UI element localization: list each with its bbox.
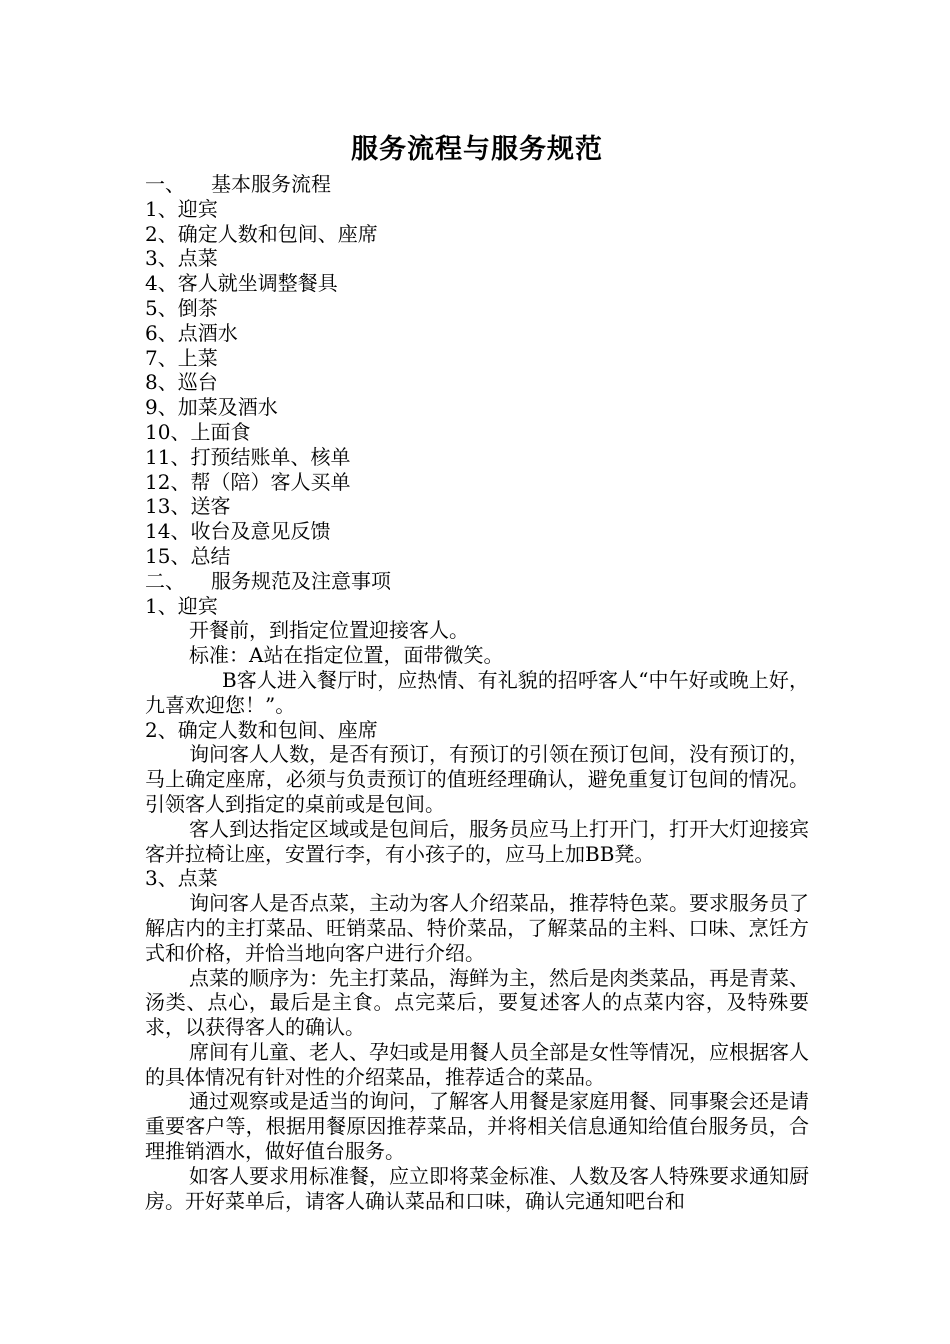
section-1-title: 基本服务流程 <box>211 172 331 196</box>
section-2-number: 二、 <box>145 568 185 593</box>
step-item: 10、上面食 <box>145 419 251 444</box>
step-item: 9、加菜及酒水 <box>145 395 278 420</box>
document-title: 服务流程与服务规范 <box>351 134 603 165</box>
step-item: 4、客人就坐调整餐具 <box>145 271 338 296</box>
section-2-title: 服务规范及注意事项 <box>211 568 391 593</box>
step-item: 5、倒茶 <box>145 295 218 320</box>
step-item: 8、巡台 <box>145 370 218 395</box>
paragraph: 询问客人是否点菜，主动为客人介绍菜品，推荐特色菜。要求服务员了解店内的主打菜品、旺销菜品、特价菜品，了解菜品的主料、口味、烹饪方式和价格，并恰当地向客户进行介绍。 <box>145 891 809 965</box>
paragraph: 席间有儿童、老人、孕妇或是用餐人员全部是女性等情况，应根据客人的具体情况有针对性的介绍菜品，推荐适合的菜品。 <box>145 1039 809 1089</box>
step-item: 7、上菜 <box>145 345 218 370</box>
step-item: 14、收台及意见反馈 <box>145 519 331 544</box>
step-item: 6、点酒水 <box>145 320 238 345</box>
section-1-number: 一、 <box>145 172 185 196</box>
step-item: 1、迎宾 <box>145 196 218 221</box>
subsection-seating-heading: 2、确定人数和包间、座席 <box>145 717 378 742</box>
paragraph: 通过观察或是适当的询问，了解客人用餐是家庭用餐、同事聚会还是请重要客户等，根据用餐原因推荐菜品，并将相关信息通知给值台服务员，合理推销酒水，做好值台服务。 <box>145 1089 809 1164</box>
step-item: 13、送客 <box>145 494 231 519</box>
document-page <box>145 130 809 1213</box>
step-item: 11、打预结账单、核单 <box>145 444 351 469</box>
paragraph: 客人到达指定区域或是包间后，服务员应马上打开门，打开大灯迎接宾客并拉椅让座，安置行李，有小孩子的，应马上加BB凳。 <box>145 816 809 866</box>
paragraph: 开餐前，到指定位置迎接客人。 <box>189 618 469 643</box>
paragraph: 点菜的顺序为：先主打菜品，海鲜为主，然后是肉类菜品，再是青菜、汤类、点心，最后是主食。点完菜后，要复述客人的点菜内容，及特殊要求，以获得客人的确认。 <box>145 965 809 1040</box>
paragraph: 如客人要求用标准餐，应立即将菜金标准、人数及客人特殊要求通知厨房。开好菜单后，请客人确认菜品和口味，确认完通知吧台和 <box>145 1163 809 1213</box>
section-1-heading <box>145 172 809 197</box>
subsection-ordering-heading: 3、点菜 <box>145 866 218 891</box>
step-item: 12、帮（陪）客人买单 <box>145 469 351 494</box>
subsection-welcome-heading: 1、迎宾 <box>145 593 218 618</box>
paragraph: B客人进入餐厅时，应热情、有礼貌的招呼客人“中午好或晚上好，九喜欢迎您！”。 <box>145 667 809 717</box>
paragraph: 询问客人人数，是否有预订，有预订的引领在预订包间，没有预订的，马上确定座席，必须与负责预订的值班经理确认，避免重复订包间的情况。引领客人到指定的桌前或是包间。 <box>145 742 809 816</box>
paragraph: 标准：A站在指定位置，面带微笑。 <box>189 643 504 668</box>
step-item: 15、总结 <box>145 543 231 568</box>
step-item: 3、点菜 <box>145 246 218 271</box>
service-steps-list <box>145 197 809 569</box>
step-item: 2、确定人数和包间、座席 <box>145 221 378 246</box>
section-2-heading <box>145 569 809 594</box>
